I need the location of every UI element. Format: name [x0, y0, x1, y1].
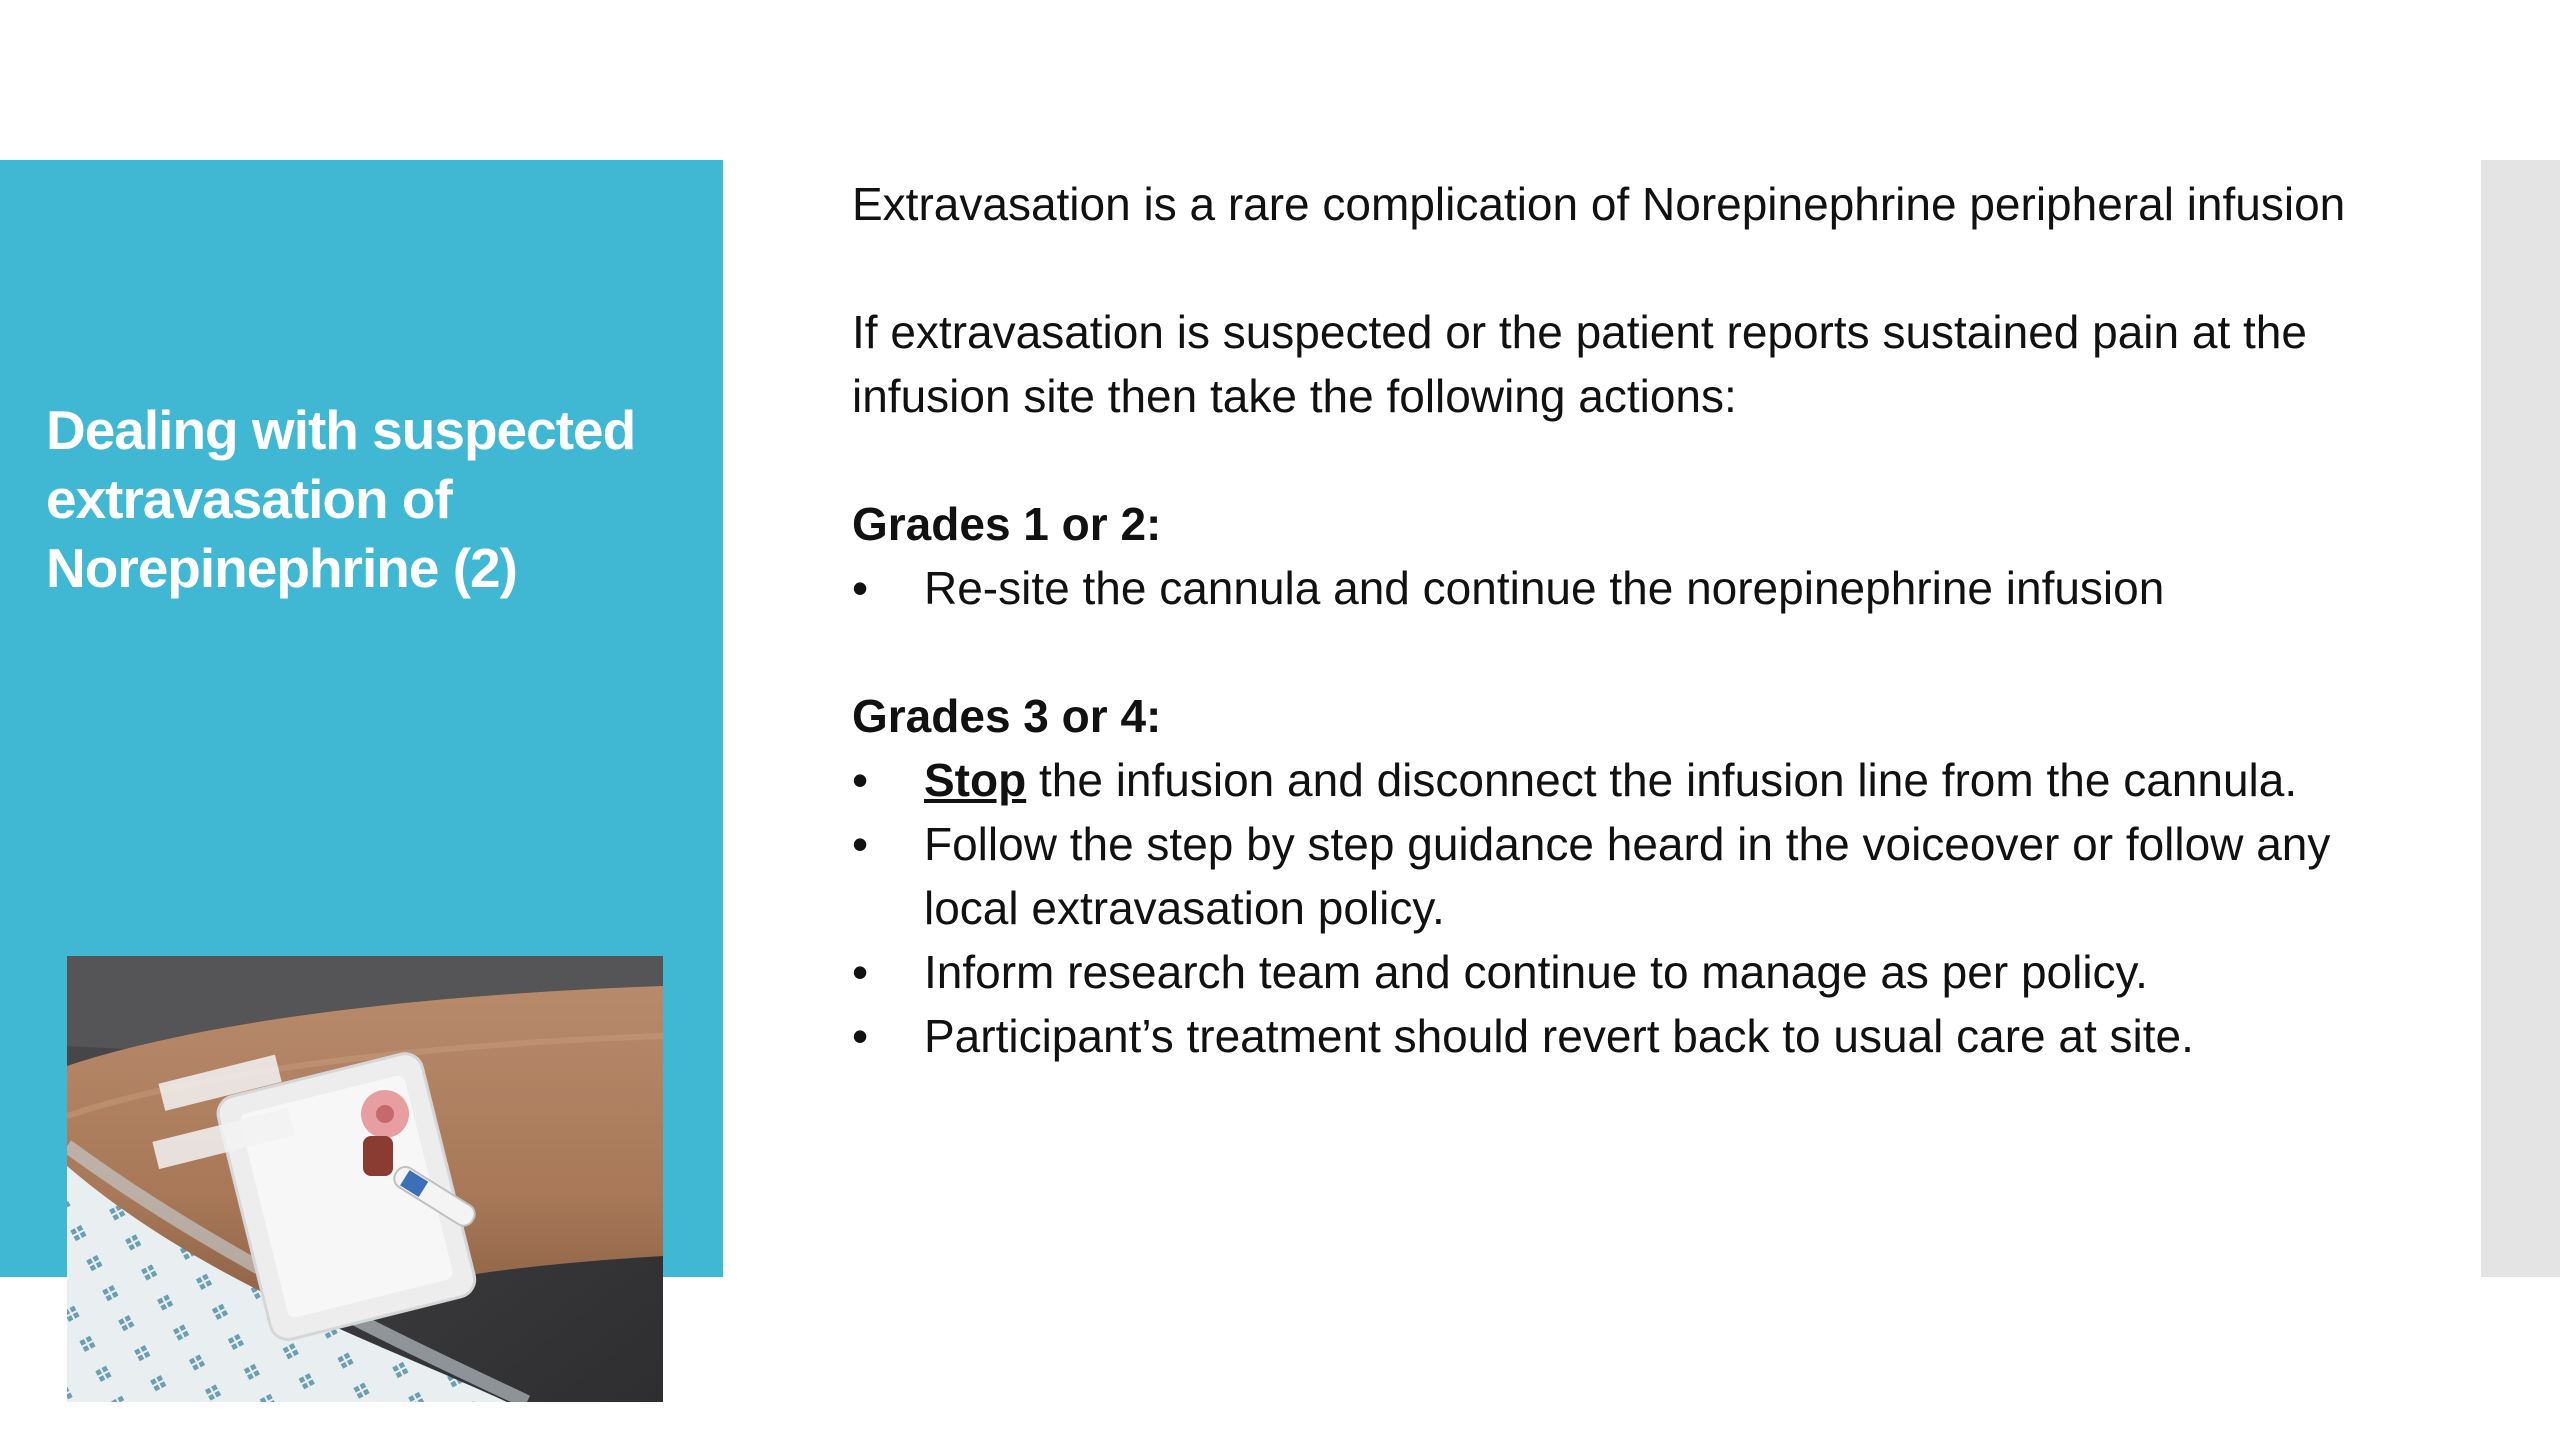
slide-title [46, 396, 686, 603]
list-item [852, 556, 2412, 620]
intro-text: Extravasation is a rare complication of Norepinephrine peripheral infusion [852, 178, 2346, 230]
stop-emphasis: Stop [924, 754, 1027, 806]
cannula-photo [67, 956, 663, 1402]
list-item-text: Re-site the cannula and continue the norepinephrine infusion [924, 562, 2165, 614]
list-item [852, 1004, 2412, 1068]
slide-title-line-2: extravasation of [46, 468, 452, 530]
bullet-icon: • [852, 754, 869, 806]
list-item [852, 940, 2412, 1004]
list-item-text: Follow the step by step guidance heard in the voiceover or follow any local extravasation policy. [924, 818, 2356, 934]
grades-3-4-heading: Grades 3 or 4: [852, 690, 1162, 742]
spacer [852, 236, 2412, 300]
bullet-icon: • [852, 818, 869, 870]
bullet-icon: • [852, 946, 869, 998]
instruction-text: If extravasation is suspected or the patient reports sustained pain at the infusion site then take the following actions: [852, 306, 2307, 422]
list-item [852, 748, 2412, 812]
list-item-text: Inform research team and continue to manage as per policy. [924, 946, 2148, 998]
bullet-icon: • [852, 562, 869, 614]
list-item-text: the infusion and disconnect the infusion line from the cannula. [1026, 754, 2298, 806]
list-item-text: Participant’s treatment should revert back to usual care at site. [924, 1010, 2194, 1062]
cannula-photo-illustration [67, 956, 663, 1402]
slide-title-line-3: Norepinephrine (2) [46, 537, 517, 599]
spacer [852, 620, 2412, 684]
content-body [852, 172, 2412, 1068]
grades-1-2-heading: Grades 1 or 2: [852, 498, 1162, 550]
bullet-icon: • [852, 1010, 869, 1062]
list-item [852, 812, 2412, 940]
title-panel [0, 160, 723, 1277]
grades-1-2-list [852, 556, 2412, 620]
grades-3-4-list [852, 748, 2412, 1068]
right-edge-strip [2481, 160, 2560, 1277]
spacer [852, 428, 2412, 492]
slide-title-line-1: Dealing with suspected [46, 399, 636, 461]
